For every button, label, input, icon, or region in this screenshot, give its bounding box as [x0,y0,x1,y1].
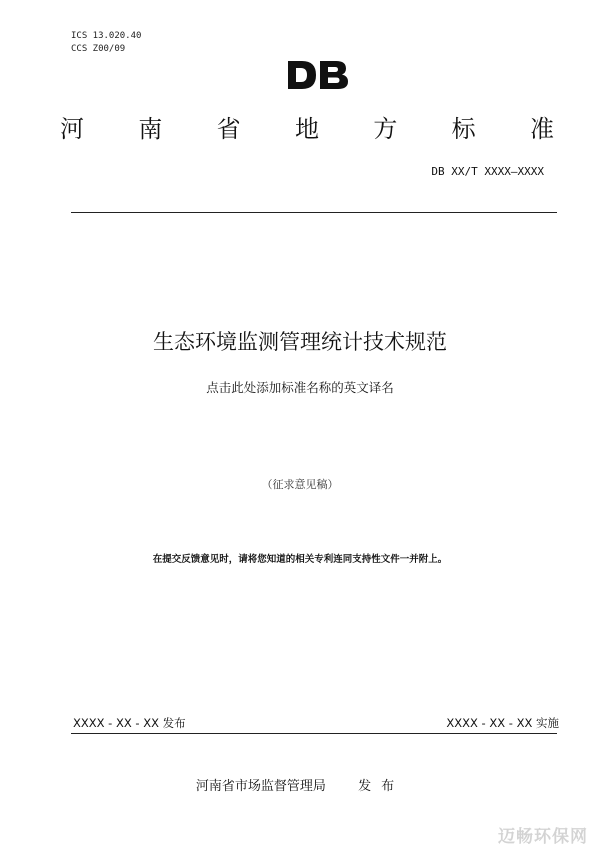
standard-type-heading [60,114,554,144]
patent-notice: 在提交反馈意见时，请将您知道的相关专利连同支持性文件一并附上。 [152,554,448,565]
top-divider [71,212,557,213]
db-logo [286,60,350,90]
standard-type-char: 准 [529,115,554,143]
standard-type-char: 南 [138,115,163,143]
standard-number: DB XX/T XXXX—XXXX [431,165,544,178]
document-title: 生态环境监测管理统计技术规范 [153,330,447,354]
site-watermark: 迈畅环保网 [498,827,588,847]
document-english-title-placeholder: 点击此处添加标准名称的英文译名 [206,380,394,395]
effective-date: XXXX - XX - XX 实施 [446,716,559,730]
issuer-name: 河南省市场监督管理局 [195,779,326,794]
draft-status-label: （征求意见稿） [261,478,339,491]
bottom-divider [71,733,557,734]
issuer-line [0,775,600,794]
standard-type-char: 方 [373,115,398,143]
publish-date: XXXX - XX - XX 发布 [73,716,186,730]
standard-type-char: 地 [294,115,319,143]
standard-type-char: 河 [60,115,84,143]
issuer-action: 发布 [358,779,405,794]
standard-type-char: 标 [451,115,476,143]
ccs-code: CCS Z00/09 [71,44,126,54]
ics-code: ICS 13.020.40 [71,31,142,41]
standard-type-char: 省 [216,115,241,143]
